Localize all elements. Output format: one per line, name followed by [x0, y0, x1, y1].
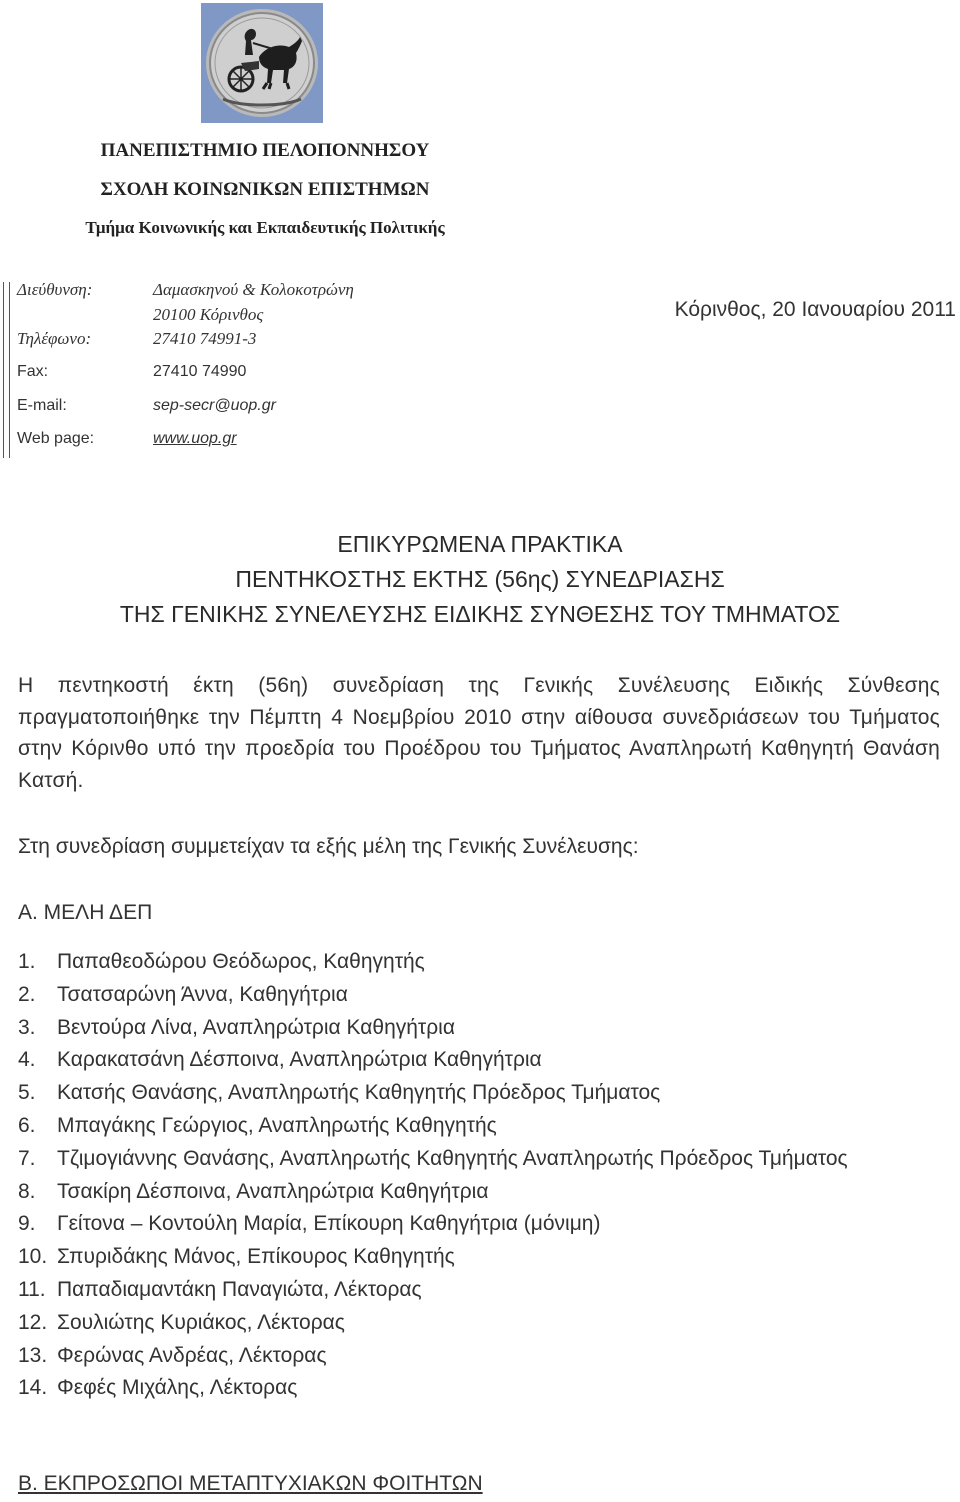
contact-address-city [17, 305, 417, 327]
university-seal-logo [201, 3, 323, 123]
contact-address [17, 280, 417, 302]
section-b-heading: Β. ΕΚΠΡΟΣΩΠΟΙ ΜΕΤΑΠΤΥΧΙΑΚΩΝ ΦΟΙΤΗΤΩΝ [18, 1472, 483, 1495]
list-item: 2. Τσατσαρώνη Άννα, Καθηγήτρια [18, 982, 348, 1006]
contact-web [17, 430, 417, 452]
fax-value: 27410 74990 [153, 363, 247, 380]
attendees-intro: Στη συνεδρίαση συμμετείχαν τα εξής μέλη της Γενικής Συνέλευσης: [18, 835, 639, 858]
meeting-paragraph: Η πεντηκοστή έκτη (56η) συνεδρίαση της Γενικής Συνέλευσης Ειδικής Σύνθεσης πραγματοποιήθηκε την Πέμπτη 4 Νοεμβρίου 2010 στην αίθουσα συνεδριάσεων του Τμήματος στην Κόρινθο υπό την προεδρία του Προέδρου του Τμήματος Αναπληρωτή Καθηγητή Θανάση Κατσή. [18, 674, 940, 792]
list-item: 7. Τζιμογιάννης Θανάσης, Αναπληρωτής Καθηγητής Αναπληρωτής Πρόεδρος Τμήματος [18, 1146, 848, 1170]
contact-phone [17, 329, 417, 351]
web-label: Web page: [17, 430, 95, 447]
phone-value: 27410 74991-3 [153, 329, 257, 348]
list-item: 1. Παπαθεοδώρου Θεόδωρος, Καθηγητής [18, 950, 425, 973]
list-item: 4. Καρακατσάνη Δέσποινα, Αναπληρώτρια Καθηγήτρια [18, 1048, 542, 1072]
list-item: 13. Φερώνας Ανδρέας, Λέκτορας [18, 1343, 327, 1367]
contact-divider [3, 282, 10, 458]
document-title-line1: ΕΠΙΚΥΡΩΜΕΝΑ ΠΡΑΚΤΙΚΑ [337, 531, 623, 557]
list-item: 6. Μπαγάκης Γεώργιος, Αναπληρωτής Καθηγητής [18, 1113, 497, 1137]
list-item: 9. Γείτονα – Κοντούλη Μαρία, Επίκουρη Καθηγήτρια (μόνιμη) [18, 1212, 601, 1236]
list-item: 8. Τσακίρη Δέσποινα, Αναπληρώτρια Καθηγήτρια [18, 1179, 489, 1203]
list-item: 3. Βεντούρα Λίνα, Αναπληρώτρια Καθηγήτρια [18, 1015, 455, 1039]
seal-emblem-icon [201, 3, 323, 123]
web-link[interactable]: www.uop.gr [153, 430, 237, 447]
members-list [18, 946, 938, 1405]
document-date: Κόρινθος, 20 Ιανουαρίου 2011 [674, 298, 956, 321]
list-item: 5. Κατσής Θανάσης, Αναπληρωτής Καθηγητής Πρόεδρος Τμήματος [18, 1081, 661, 1105]
school-name: ΣΧΟΛΗ ΚΟΙΝΩΝΙΚΩΝ ΕΠΙΣΤΗΜΩΝ [100, 179, 430, 200]
address-line2: 20100 Κόρινθος [153, 305, 264, 324]
section-a-heading: Α. ΜΕΛΗ ΔΕΠ [18, 901, 153, 924]
department-name: Τμήμα Κοινωνικής και Εκπαιδευτικής Πολιτικής [85, 218, 445, 237]
document-title-line2: ΠΕΝΤΗΚΟΣΤΗΣ ΕΚΤΗΣ (56ης) ΣΥΝΕΔΡΙΑΣΗΣ [235, 566, 725, 592]
contact-email [17, 397, 417, 419]
address-label: Διεύθυνση: [17, 280, 93, 299]
list-item: 14. Φεφές Μιχάλης, Λέκτορας [18, 1376, 298, 1400]
list-item: 11. Παπαδιαμαντάκη Παναγιώτα, Λέκτορας [18, 1277, 422, 1301]
list-item: 10. Σπυριδάκης Μάνος, Επίκουρος Καθηγητής [18, 1245, 455, 1269]
email-label: E-mail: [17, 397, 67, 414]
list-item: 12. Σουλιώτης Κυριάκος, Λέκτορας [18, 1310, 345, 1334]
university-name: ΠΑΝΕΠΙΣΤΗΜΙΟ ΠΕΛΟΠΟΝΝΗΣΟΥ [100, 140, 430, 161]
address-line1: Δαμασκηνού & Κολοκοτρώνη [153, 280, 354, 299]
contact-fax [17, 363, 417, 385]
document-title-line3: ΤΗΣ ΓΕΝΙΚΗΣ ΣΥΝΕΛΕΥΣΗΣ ΕΙΔΙΚΗΣ ΣΥΝΘΕΣΗΣ ΤΟΥ ΤΜΗΜΑΤΟΣ [119, 601, 841, 627]
fax-label: Fax: [17, 363, 49, 380]
phone-label: Τηλέφωνο: [17, 329, 92, 348]
email-value[interactable]: sep-secr@uop.gr [153, 397, 276, 414]
